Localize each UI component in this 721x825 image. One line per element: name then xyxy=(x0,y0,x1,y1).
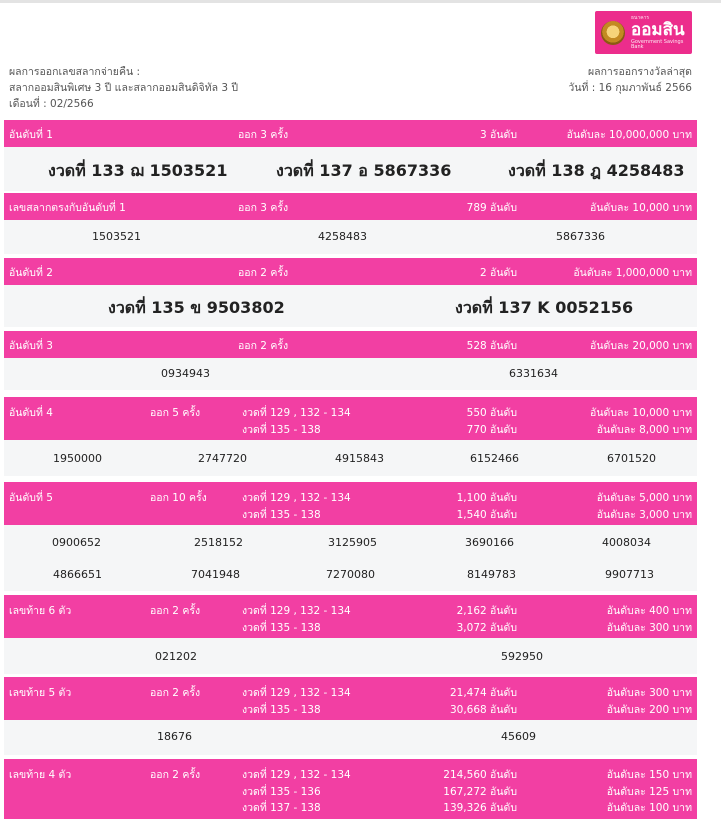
prize-number: 6152466 xyxy=(470,452,519,465)
prize-count: 789 อันดับ xyxy=(466,202,517,214)
last-6-digits-header xyxy=(4,595,697,638)
logo-small-bottom: Government Savings Bank xyxy=(631,38,684,50)
draw-periods: งวดที่ 135 - 138 xyxy=(242,424,321,436)
prize-number: งวดที่ 135 ข 9503802 xyxy=(108,298,285,317)
prize-label: อันดับที่ 5 xyxy=(9,492,53,504)
prize-number: งวดที่ 133 ฌ 1503521 xyxy=(48,161,228,180)
prize-count: 21,474 อันดับ xyxy=(449,687,517,699)
prize-amount: อันดับละ 125 บาท xyxy=(606,786,692,798)
draw-times: ออก 3 ครั้ง xyxy=(238,129,289,141)
prize-amount: อันดับละ 10,000,000 บาท xyxy=(566,129,692,141)
prize-count: 3,072 อันดับ xyxy=(456,622,517,634)
prize-number: 3690166 xyxy=(465,536,514,549)
last-6-digits-numbers xyxy=(4,638,697,674)
prize-amount: อันดับละ 3,000 บาท xyxy=(596,509,692,521)
last-5-digits-numbers xyxy=(4,720,697,755)
prize-count: 1,100 อันดับ xyxy=(456,492,517,504)
draw-periods: งวดที่ 135 - 138 xyxy=(242,509,321,521)
prize-1-numbers xyxy=(4,147,697,191)
prize-3-numbers xyxy=(4,358,697,390)
last-4-digits-header xyxy=(4,759,697,819)
prize-number: 1503521 xyxy=(92,230,141,243)
prize-amount: อันดับละ 100 บาท xyxy=(606,802,692,814)
top-divider xyxy=(0,0,721,3)
draw-times: ออก 3 ครั้ง xyxy=(238,202,289,214)
prize-count: 528 อันดับ xyxy=(466,340,517,352)
prize-number: 021202 xyxy=(155,650,197,663)
prize-label: เลขท้าย 5 ตัว xyxy=(9,687,72,699)
prize-label: เลขสลากตรงกับอันดับที่ 1 xyxy=(9,202,126,214)
near-prize-1-header xyxy=(4,193,697,220)
prize-amount: อันดับละ 10,000 บาท xyxy=(590,202,692,214)
prize-4-header xyxy=(4,397,697,440)
draw-periods: งวดที่ 129 , 132 - 134 xyxy=(242,492,351,504)
near-prize-1-numbers xyxy=(4,220,697,254)
logo-name: ออมสิน xyxy=(631,19,685,40)
draw-times: ออก 2 ครั้ง xyxy=(238,340,289,352)
latest-draw-title: ผลการออกรางวัลล่าสุด xyxy=(587,66,692,78)
prize-number: 592950 xyxy=(501,650,543,663)
prize-amount: อันดับละ 5,000 บาท xyxy=(596,492,692,504)
prize-amount: อันดับละ 20,000 บาท xyxy=(590,340,692,352)
prize-number: งวดที่ 137 อ 5867336 xyxy=(276,161,452,180)
prize-label: อันดับที่ 2 xyxy=(9,267,53,279)
prize-number: 2747720 xyxy=(198,452,247,465)
draw-periods: งวดที่ 129 , 132 - 134 xyxy=(242,407,351,419)
prize-number: 4866651 xyxy=(53,568,102,581)
prize-number: 18676 xyxy=(157,730,192,743)
prize-count: 2 อันดับ xyxy=(480,267,517,279)
result-info-line: เดือนที่ : 02/2566 xyxy=(9,98,94,110)
prize-number: 45609 xyxy=(501,730,536,743)
prize-label: อันดับที่ 3 xyxy=(9,340,53,352)
result-info-line: สลากออมสินพิเศษ 3 ปี และสลากออมสินดิจิทัล 3 ปี xyxy=(9,82,239,94)
prize-amount: อันดับละ 10,000 บาท xyxy=(590,407,692,419)
draw-periods: งวดที่ 135 - 138 xyxy=(242,704,321,716)
prize-number: งวดที่ 138 ฎ 4258483 xyxy=(508,161,685,180)
prize-count: 167,272 อันดับ xyxy=(443,786,517,798)
prize-number: 3125905 xyxy=(328,536,377,549)
result-info xyxy=(9,64,238,112)
latest-draw-date: วันที่ : 16 กุมภาพันธ์ 2566 xyxy=(568,82,692,94)
prize-label: เลขท้าย 4 ตัว xyxy=(9,769,72,781)
prize-amount: อันดับละ 8,000 บาท xyxy=(596,424,692,436)
prize-4-numbers xyxy=(4,440,697,476)
prize-number: 1950000 xyxy=(53,452,102,465)
prize-count: 214,560 อันดับ xyxy=(443,769,517,781)
gsb-logo xyxy=(595,11,692,54)
prize-count: 1,540 อันดับ xyxy=(456,509,517,521)
draw-periods: งวดที่ 129 , 132 - 134 xyxy=(242,605,351,617)
prize-number: 8149783 xyxy=(467,568,516,581)
draw-times: ออก 2 ครั้ง xyxy=(150,687,201,699)
draw-times: ออก 5 ครั้ง xyxy=(150,407,201,419)
prize-count: 3 อันดับ xyxy=(480,129,517,141)
prize-label: เลขท้าย 6 ตัว xyxy=(9,605,72,617)
prize-number: 7041948 xyxy=(191,568,240,581)
prize-count: 770 อันดับ xyxy=(466,424,517,436)
prize-amount: อันดับละ 200 บาท xyxy=(606,704,692,716)
prize-number: 0900652 xyxy=(52,536,101,549)
prize-number: 4258483 xyxy=(318,230,367,243)
draw-periods: งวดที่ 137 - 138 xyxy=(242,802,321,814)
prize-5-header xyxy=(4,482,697,525)
result-info-line: ผลการออกเลขสลากจ่ายคืน : xyxy=(9,66,141,78)
prize-number: 2518152 xyxy=(194,536,243,549)
last-5-digits-header xyxy=(4,677,697,720)
prize-1-header xyxy=(4,120,697,147)
prize-5-numbers xyxy=(4,525,697,591)
draw-periods: งวดที่ 135 - 136 xyxy=(242,786,321,798)
draw-periods: งวดที่ 129 , 132 - 134 xyxy=(242,687,351,699)
draw-times: ออก 10 ครั้ง xyxy=(150,492,207,504)
prize-number: 4008034 xyxy=(602,536,651,549)
prize-amount: อันดับละ 400 บาท xyxy=(606,605,692,617)
prize-label: อันดับที่ 4 xyxy=(9,407,53,419)
prize-amount: อันดับละ 1,000,000 บาท xyxy=(573,267,692,279)
prize-number: 6331634 xyxy=(509,367,558,380)
gsb-seal-icon xyxy=(601,21,625,45)
prize-amount: อันดับละ 300 บาท xyxy=(606,687,692,699)
prize-3-header xyxy=(4,331,697,358)
prize-count: 30,668 อันดับ xyxy=(449,704,517,716)
prize-number: 9907713 xyxy=(605,568,654,581)
prize-2-numbers xyxy=(4,285,697,327)
prize-number: 6701520 xyxy=(607,452,656,465)
prize-count: 139,326 อันดับ xyxy=(443,802,517,814)
prize-number: 0934943 xyxy=(161,367,210,380)
prize-number: งวดที่ 137 K 0052156 xyxy=(455,298,634,317)
prize-amount: อันดับละ 150 บาท xyxy=(606,769,692,781)
prize-count: 550 อันดับ xyxy=(466,407,517,419)
latest-draw-info xyxy=(568,64,692,96)
logo-small-top: ธนาคาร xyxy=(631,14,650,21)
prize-count: 2,162 อันดับ xyxy=(456,605,517,617)
prize-number: 7270080 xyxy=(326,568,375,581)
draw-times: ออก 2 ครั้ง xyxy=(150,769,201,781)
draw-times: ออก 2 ครั้ง xyxy=(150,605,201,617)
draw-times: ออก 2 ครั้ง xyxy=(238,267,289,279)
prize-label: อันดับที่ 1 xyxy=(9,129,53,141)
prize-number: 5867336 xyxy=(556,230,605,243)
prize-2-header xyxy=(4,258,697,285)
draw-periods: งวดที่ 135 - 138 xyxy=(242,622,321,634)
prize-amount: อันดับละ 300 บาท xyxy=(606,622,692,634)
draw-periods: งวดที่ 129 , 132 - 134 xyxy=(242,769,351,781)
prize-number: 4915843 xyxy=(335,452,384,465)
